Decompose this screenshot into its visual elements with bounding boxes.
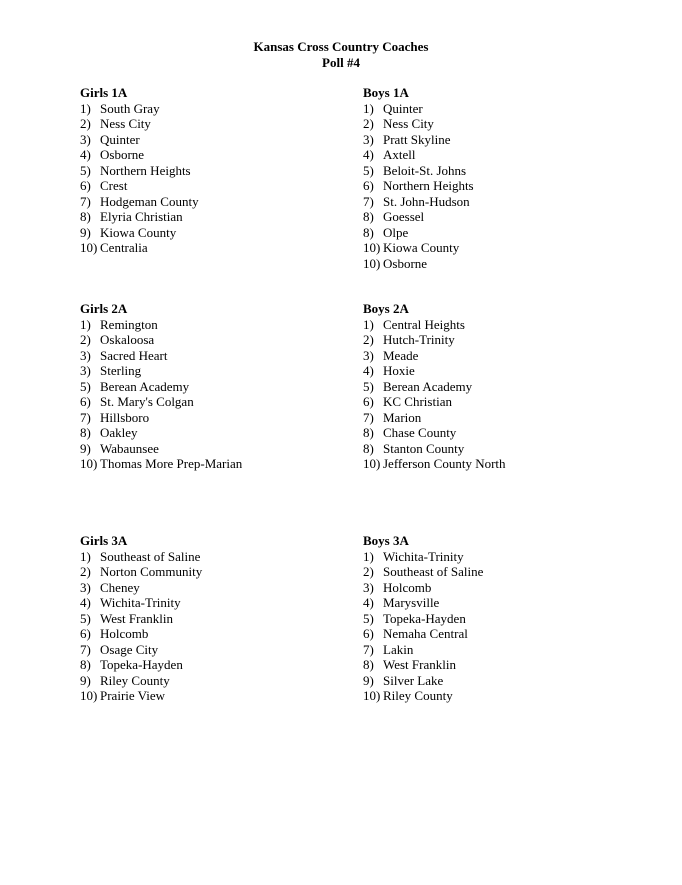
team-name: Kiowa County — [383, 240, 460, 255]
rank-number: 4) — [80, 147, 91, 162]
team-name: St. John-Hudson — [383, 193, 470, 209]
ranking-row — [80, 332, 155, 348]
team-name: Osborne — [100, 147, 145, 162]
rank-number: 9) — [363, 672, 374, 688]
team-name: Stanton County — [383, 440, 465, 456]
ranking-row — [363, 347, 419, 364]
section-heading: Girls 3A — [80, 533, 128, 548]
rank-number: 1) — [80, 316, 91, 332]
rank-number: 9) — [80, 224, 91, 240]
ranking-row — [363, 240, 460, 256]
rank-number: 10) — [363, 688, 381, 703]
ranking-row — [363, 209, 425, 225]
team-name: Ness City — [100, 116, 151, 131]
rank-number: 3) — [80, 131, 91, 147]
ranking-row — [363, 688, 453, 704]
team-name: Prairie View — [100, 688, 166, 703]
rank-number: 4) — [363, 147, 374, 162]
ranking-row — [363, 440, 465, 457]
team-name: Hodgeman County — [100, 193, 199, 209]
ranking-row — [363, 378, 473, 395]
team-name: Riley County — [383, 688, 453, 703]
rank-number: 1) — [363, 100, 374, 116]
rank-number: 4) — [363, 595, 374, 610]
section-girls-2a — [80, 301, 243, 472]
ranking-row — [363, 456, 506, 472]
section-heading: Boys 2A — [363, 301, 409, 316]
team-name: Cheney — [100, 579, 140, 595]
rank-number: 10) — [363, 456, 381, 471]
rank-number: 6) — [363, 178, 374, 193]
section-heading: Boys 3A — [363, 533, 409, 548]
team-name: Elyria Christian — [100, 209, 183, 224]
team-name: Sterling — [100, 363, 142, 378]
team-name: St. Mary's Colgan — [100, 394, 194, 409]
ranking-row — [363, 610, 466, 627]
team-name: Osborne — [383, 255, 428, 271]
team-name: Holcomb — [100, 626, 149, 641]
rank-number: 8) — [80, 209, 91, 224]
ranking-row — [80, 425, 138, 441]
team-name: South Gray — [100, 100, 160, 116]
rank-number: 2) — [80, 332, 91, 347]
rank-number: 1) — [363, 316, 374, 332]
team-name: Northern Heights — [383, 178, 474, 193]
team-name: Topeka-Hayden — [100, 657, 183, 672]
rank-number: 4) — [363, 363, 374, 378]
team-name: Wabaunsee — [100, 440, 159, 456]
rank-number: 9) — [80, 672, 91, 688]
rank-number: 3) — [363, 579, 374, 595]
ranking-row — [363, 394, 452, 410]
team-name: West Franklin — [100, 610, 173, 626]
rank-number: 6) — [80, 626, 91, 641]
team-name: Marion — [383, 409, 422, 425]
ranking-row — [80, 147, 145, 163]
rank-number: 1) — [80, 100, 91, 116]
team-name: Sacred Heart — [100, 347, 168, 363]
team-name: Topeka-Hayden — [383, 610, 466, 626]
team-name: Quinter — [383, 100, 423, 116]
document-subtitle: Poll #4 — [322, 54, 360, 70]
ranking-row — [363, 657, 456, 673]
ranking-row — [80, 409, 150, 426]
ranking-row — [80, 378, 190, 395]
rank-number: 7) — [80, 641, 91, 657]
rank-number: 10) — [80, 688, 98, 703]
rank-number: 8) — [363, 657, 374, 672]
team-name: Wichita-Trinity — [383, 548, 464, 564]
ranking-row — [80, 209, 183, 225]
rank-number: 8) — [363, 209, 374, 224]
team-name: Centralia — [100, 240, 148, 255]
rank-number: 8) — [80, 425, 91, 440]
team-name: Ness City — [383, 116, 434, 131]
ranking-row — [80, 579, 140, 596]
document-title: Kansas Cross Country Coaches — [253, 39, 429, 54]
team-name: Silver Lake — [383, 672, 444, 688]
ranking-row — [363, 316, 465, 333]
ranking-row — [80, 131, 140, 148]
team-name: Wichita-Trinity — [100, 595, 181, 610]
section-boys-2a — [363, 301, 506, 472]
team-name: Northern Heights — [100, 162, 191, 178]
team-name: Southeast of Saline — [383, 564, 484, 579]
rank-number: 5) — [363, 378, 374, 394]
rank-number: 3) — [363, 131, 374, 147]
rank-number: 6) — [363, 394, 374, 409]
rank-number: 8) — [80, 657, 91, 672]
team-name: Nemaha Central — [383, 626, 468, 641]
ranking-row — [363, 225, 409, 241]
rank-number: 10) — [80, 240, 98, 255]
rank-number: 3) — [80, 579, 91, 595]
ranking-row — [363, 100, 423, 117]
ranking-row — [80, 564, 203, 580]
ranking-row — [80, 116, 151, 132]
rank-number: 6) — [80, 394, 91, 409]
rank-number: 8) — [363, 425, 374, 440]
team-name: Kiowa County — [100, 224, 177, 240]
ranking-row — [363, 363, 415, 379]
ranking-row — [363, 564, 484, 580]
section-girls-3a — [80, 533, 203, 704]
ranking-row — [80, 610, 173, 627]
rank-number: 10) — [363, 255, 381, 271]
team-name: Quinter — [100, 131, 140, 147]
rank-number: 6) — [80, 178, 91, 193]
team-name: West Franklin — [383, 657, 456, 672]
ranking-row — [80, 688, 166, 704]
rank-number: 3) — [80, 363, 91, 378]
team-name: KC Christian — [383, 394, 452, 409]
team-name: Holcomb — [383, 579, 432, 595]
ranking-row — [363, 425, 457, 441]
ranking-row — [363, 595, 440, 611]
section-boys-1a — [363, 85, 474, 271]
rank-number: 10) — [363, 240, 381, 255]
rank-number: 5) — [363, 162, 374, 178]
ranking-row — [363, 131, 451, 148]
ranking-row — [80, 193, 199, 210]
ranking-row — [363, 626, 468, 642]
ranking-row — [363, 116, 434, 132]
ranking-row — [80, 100, 160, 117]
ranking-row — [363, 255, 428, 272]
team-name: Axtell — [383, 147, 416, 162]
rank-number: 5) — [80, 378, 91, 394]
rank-number: 1) — [363, 548, 374, 564]
team-name: Chase County — [383, 425, 457, 440]
rank-number: 2) — [363, 332, 374, 347]
team-name: Thomas More Prep-Marian — [100, 456, 243, 471]
ranking-row — [363, 409, 422, 426]
team-name: Marysville — [383, 595, 440, 610]
document-title-block — [0, 39, 682, 70]
team-name: Beloit-St. Johns — [383, 162, 467, 178]
rank-number: 8) — [363, 224, 374, 240]
rank-number: 7) — [363, 409, 374, 425]
ranking-row — [80, 456, 243, 472]
ranking-row — [363, 162, 467, 179]
ranking-row — [80, 595, 181, 611]
team-name: Berean Academy — [100, 378, 190, 394]
ranking-row — [80, 224, 177, 241]
ranking-row — [80, 672, 170, 689]
team-name: Riley County — [100, 672, 170, 688]
rank-number: 4) — [80, 595, 91, 610]
team-name: Pratt Skyline — [383, 131, 451, 147]
team-name: Olpe — [383, 224, 409, 240]
rank-number: 5) — [363, 610, 374, 626]
rank-number: 1) — [80, 548, 91, 564]
section-heading: Boys 1A — [363, 85, 409, 100]
team-name: Hoxie — [383, 363, 415, 378]
ranking-row — [80, 548, 201, 565]
ranking-row — [363, 332, 455, 348]
rank-number: 5) — [80, 162, 91, 178]
ranking-row — [80, 240, 148, 256]
rank-number: 6) — [363, 626, 374, 641]
rank-number: 2) — [80, 564, 91, 579]
rank-number: 3) — [80, 347, 91, 363]
section-heading: Girls 1A — [80, 85, 128, 100]
team-name: Oskaloosa — [100, 332, 155, 347]
team-name: Osage City — [100, 641, 159, 657]
ranking-row — [80, 440, 159, 457]
rank-number: 7) — [363, 641, 374, 657]
ranking-row — [80, 394, 194, 410]
team-name: Lakin — [383, 641, 414, 657]
team-name: Goessel — [383, 209, 425, 224]
rank-number: 7) — [80, 409, 91, 425]
section-heading: Girls 2A — [80, 301, 128, 316]
ranking-row — [363, 147, 416, 163]
ranking-row — [80, 626, 149, 642]
team-name: Berean Academy — [383, 378, 473, 394]
rank-number: 7) — [363, 193, 374, 209]
team-name: Crest — [100, 178, 128, 193]
rank-number: 7) — [80, 193, 91, 209]
rank-number: 2) — [80, 116, 91, 131]
ranking-row — [80, 363, 142, 379]
team-name: Norton Community — [100, 564, 203, 579]
section-girls-1a — [80, 85, 199, 256]
rank-number: 8) — [363, 440, 374, 456]
ranking-row — [363, 641, 414, 658]
ranking-row — [80, 657, 183, 673]
ranking-row — [363, 548, 464, 565]
ranking-row — [80, 347, 168, 364]
rank-number: 2) — [363, 116, 374, 131]
ranking-row — [80, 162, 191, 179]
ranking-row — [80, 316, 158, 333]
team-name: Meade — [383, 347, 419, 363]
rank-number: 3) — [363, 347, 374, 363]
ranking-row — [363, 672, 444, 689]
rank-number: 9) — [80, 440, 91, 456]
ranking-row — [80, 178, 127, 194]
ranking-row — [363, 193, 470, 210]
rank-number: 5) — [80, 610, 91, 626]
ranking-row — [80, 641, 159, 658]
section-boys-3a — [363, 533, 484, 704]
team-name: Southeast of Saline — [100, 548, 201, 564]
ranking-row — [363, 178, 474, 194]
team-name: Oakley — [100, 425, 138, 440]
team-name: Jefferson County North — [383, 456, 506, 471]
rank-number: 10) — [80, 456, 98, 471]
team-name: Hutch-Trinity — [383, 332, 455, 347]
team-name: Hillsboro — [100, 409, 150, 425]
rank-number: 2) — [363, 564, 374, 579]
team-name: Central Heights — [383, 316, 465, 332]
ranking-row — [363, 579, 432, 596]
team-name: Remington — [100, 316, 158, 332]
